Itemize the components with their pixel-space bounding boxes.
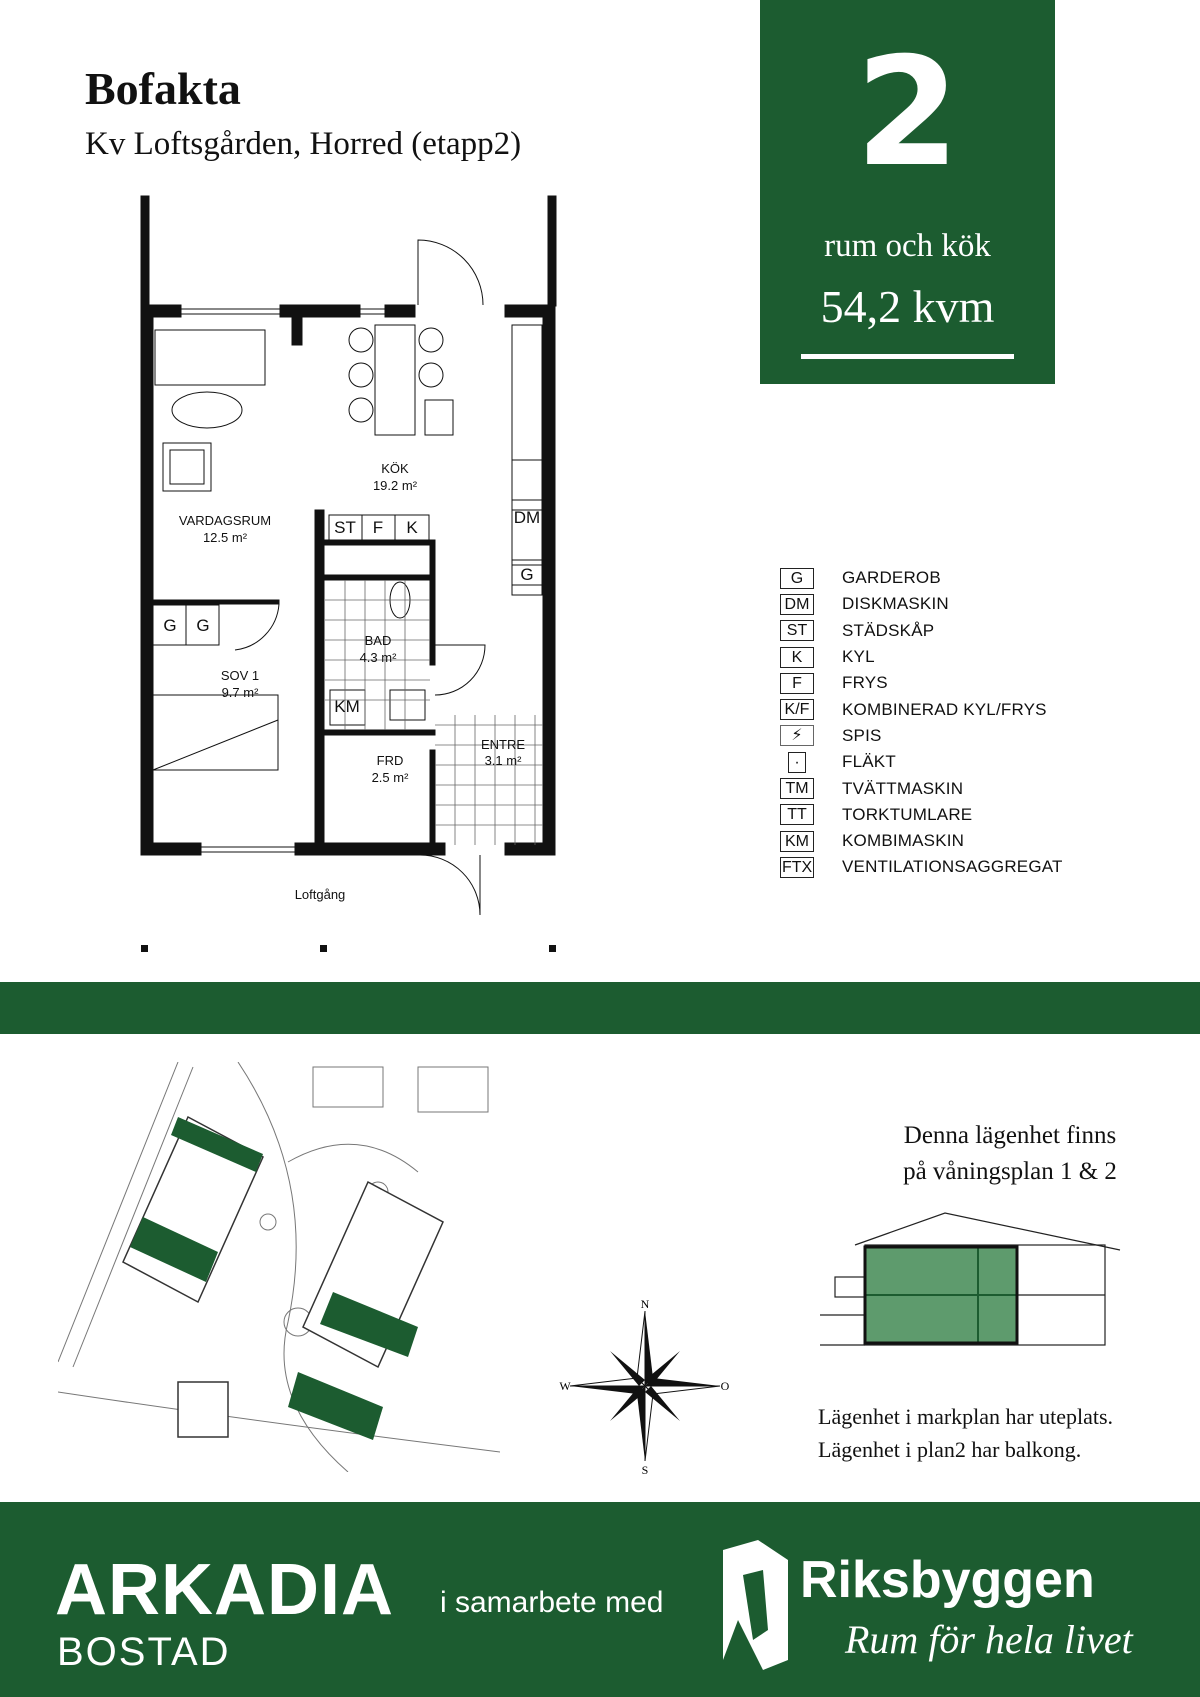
room-count: 2 — [855, 26, 960, 200]
room-bad-name: BAD — [364, 633, 392, 648]
legend-code: TM — [780, 778, 814, 799]
legend-row — [780, 775, 1080, 801]
room-frd-area: 2.5 m² — [371, 770, 409, 785]
fixture-f: F — [372, 518, 384, 537]
legend-label: SPIS — [842, 725, 882, 745]
divider — [801, 354, 1014, 359]
compass-rose-icon — [555, 1296, 735, 1476]
availability-line: på våningsplan 1 & 2 — [903, 1158, 1117, 1185]
note-line: Lägenhet i plan2 har balkong. — [818, 1437, 1082, 1462]
fixture-km: KM — [334, 697, 360, 716]
fixture-g-1: G — [163, 616, 177, 635]
legend-code: KM — [780, 831, 814, 852]
compass-east: O — [720, 1379, 730, 1393]
legend-code: DM — [780, 594, 814, 615]
legend-row — [780, 802, 1080, 828]
footer — [0, 1502, 1200, 1697]
riksbyggen-tagline: Rum för hela livet — [845, 1617, 1133, 1662]
stove-icon: ⚡ — [780, 725, 814, 746]
room-count-label: rum och kök — [824, 228, 991, 264]
corridor-label: Loftgång — [294, 887, 346, 902]
availability-text — [800, 1118, 1200, 1190]
apartment-area: 54,2 kvm — [820, 281, 995, 332]
room-entre-area: 3.1 m² — [484, 753, 522, 768]
legend-row — [780, 749, 1080, 775]
legend-label: FRYS — [842, 673, 888, 693]
availability-line: Denna lägenhet finns — [903, 1122, 1117, 1149]
room-kok-name: KÖK — [381, 461, 409, 476]
legend-label: KOMBIMASKIN — [842, 831, 965, 851]
legend-label: KYL — [842, 647, 875, 667]
legend-row — [780, 565, 1080, 591]
legend-row — [780, 670, 1080, 696]
room-vardagsrum-name: VARDAGSRUM — [178, 513, 272, 528]
legend-row — [780, 854, 1080, 880]
note-line: Lägenhet i markplan har uteplats. — [818, 1404, 1114, 1429]
legend — [780, 565, 1080, 881]
compass-north: N — [640, 1297, 650, 1311]
legend-label: TVÄTTMASKIN — [842, 778, 964, 798]
legend-label: STÄDSKÅP — [842, 620, 935, 640]
legend-code: TT — [780, 804, 814, 825]
room-vardagsrum-area: 12.5 m² — [202, 530, 248, 545]
legend-label: FLÄKT — [842, 752, 896, 772]
legend-code: ST — [780, 620, 814, 641]
arkadia-logo-line1: ARKADIA — [55, 1550, 394, 1630]
legend-row — [780, 723, 1080, 749]
legend-label: GARDEROB — [842, 568, 941, 588]
fixture-k: K — [406, 518, 418, 537]
compass-south: S — [641, 1463, 649, 1476]
room-bad-area: 4.3 m² — [359, 650, 397, 665]
legend-label: KOMBINERAD KYL/FRYS — [842, 699, 1047, 719]
room-summary-box — [760, 0, 1055, 384]
site-plan — [58, 1062, 500, 1472]
legend-code: FTX — [782, 858, 813, 876]
cooperation-text: i samarbete med — [440, 1586, 664, 1619]
legend-label: DISKMASKIN — [842, 594, 949, 614]
room-sov1-area: 9.7 m² — [221, 685, 259, 700]
legend-row — [780, 696, 1080, 722]
legend-row — [780, 644, 1080, 670]
page-title: Bofakta — [85, 63, 241, 114]
legend-label: VENTILATIONSAGGREGAT — [842, 857, 1063, 877]
fixture-g-2: G — [196, 616, 210, 635]
legend-code: G — [780, 568, 814, 589]
arkadia-logo-line2: BOSTAD — [57, 1630, 231, 1674]
page-subtitle: Kv Loftsgården, Horred (etapp2) — [85, 126, 522, 162]
legend-row — [780, 618, 1080, 644]
fan-icon: · — [788, 752, 806, 773]
room-kok-area: 19.2 m² — [372, 478, 418, 493]
legend-row — [780, 828, 1080, 854]
fixture-g-kitchen: G — [520, 565, 534, 584]
legend-row — [780, 591, 1080, 617]
room-entre-name: ENTRE — [480, 737, 526, 752]
fixture-dm: DM — [513, 508, 541, 527]
divider-band — [0, 982, 1200, 1034]
compass-west: W — [559, 1379, 571, 1393]
fixture-st: ST — [334, 518, 356, 537]
floor-plan — [135, 190, 565, 960]
building-elevation — [815, 1205, 1125, 1350]
legend-code: K/F — [780, 699, 814, 720]
riksbyggen-name: Riksbyggen — [800, 1551, 1095, 1609]
outdoor-note — [818, 1400, 1113, 1466]
legend-code: K — [780, 647, 814, 668]
room-frd-name: FRD — [376, 753, 404, 768]
room-sov1-name: SOV 1 — [220, 668, 260, 683]
riksbyggen-logo-icon — [718, 1540, 793, 1675]
legend-label: TORKTUMLARE — [842, 804, 973, 824]
legend-code: F — [780, 673, 814, 694]
